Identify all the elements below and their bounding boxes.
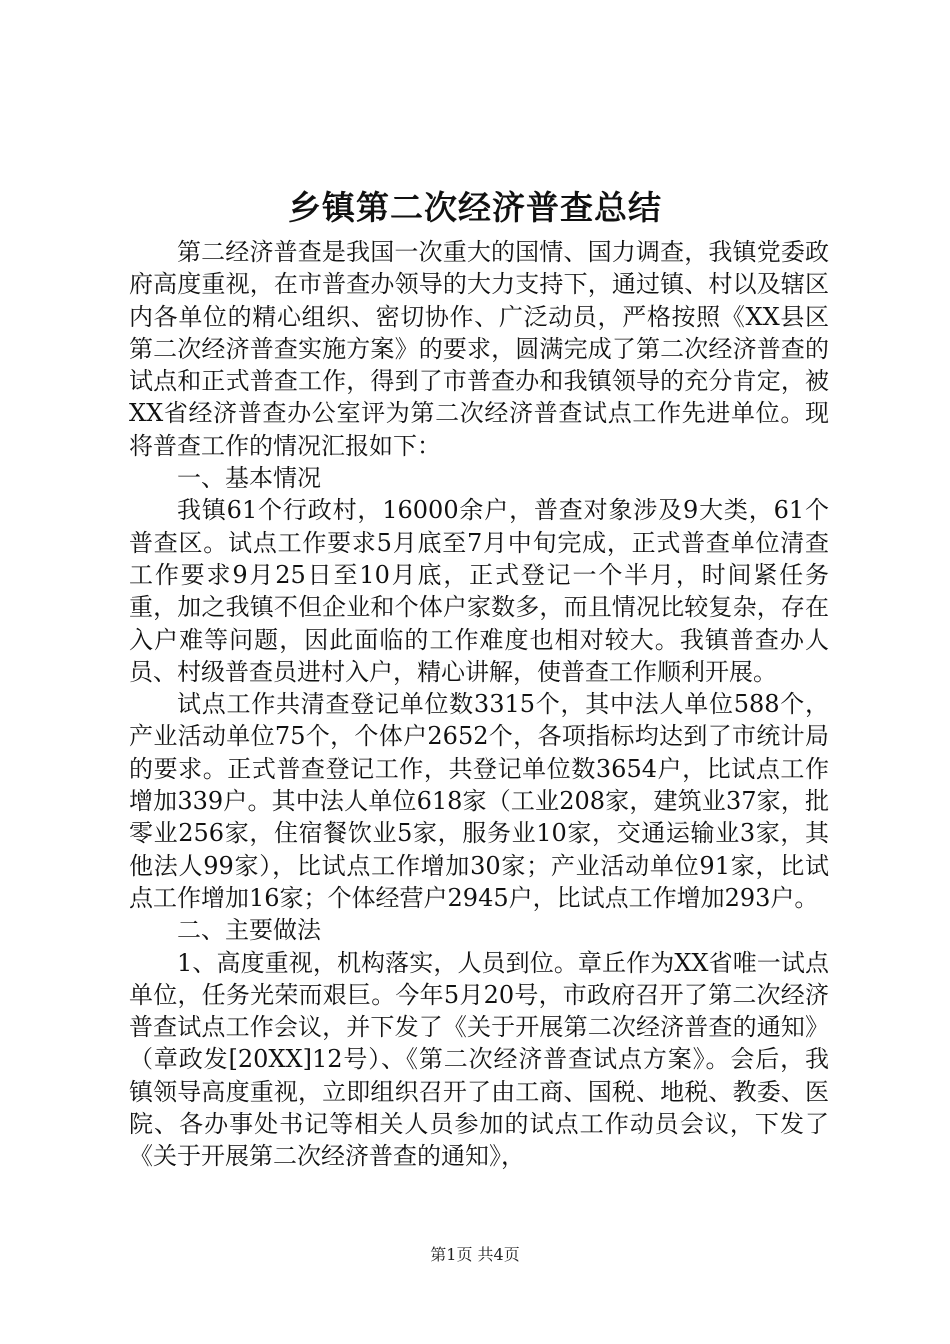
document-title: 乡镇第二次经济普查总结 (288, 188, 662, 227)
intro-paragraph: 第二经济普查是我国一次重大的国情、国力调查，我镇党委政府高度重视，在市普查办领导的大力支持下，通过镇、村以及辖区内各单位的精心组织、密切协作、广泛动员，严格按照《XX县区第二次经济普查实施方案》的要求，圆满完成了第二次经济普查的试点和正式普查工作，得到了市普查办和我镇领导的充分肯定，被XX省经济普查办公室评为第二次经济普查试点工作先进单位。现将普查工作的情况汇报如下： (129, 238, 829, 460)
basic-situation-paragraph: 我镇61个行政村，16000余户，普查对象涉及9大类，61个普查区。试点工作要求5月底至7月中旬完成，正式普查单位清查工作要求9月25日至10月底，正式登记一个半月，时间紧任务重，加之我镇不但企业和个体户家数多，而且情况比较复杂，存在入户难等问题，因此面临的工作难度也相对较大。我镇普查办人员、村级普查员进村入户，精心讲解，使普查工作顺利开展。 (129, 496, 829, 686)
main-practices-paragraph: 1、高度重视，机构落实，人员到位。章丘作为XX省唯一试点单位，任务光荣而艰巨。今年5月20号，市政府召开了第二次经济普查试点工作会议，并下发了《关于开展第二次经济普查的通知》（章政发[20XX]12号）、《第二次经济普查试点方案》。会后，我镇领导高度重视，立即组织召开了由工商、国税、地税、教委、医院、各办事处书记等相关人员参加的试点工作动员会议，下发了《关于开展第二次经济普查的通知》， (129, 948, 829, 1171)
section-heading-basic-situation: 一、基本情况 (177, 464, 321, 493)
section-heading-main-practices: 二、主要做法 (177, 916, 321, 945)
statistics-paragraph: 试点工作共清查登记单位数3315个，其中法人单位588个，产业活动单位75个，个体户2652个，各项指标均达到了市统计局的要求。正式普查登记工作，共登记单位数3654户，比试点工作增加339户。其中法人单位618家（工业208家，建筑业37家，批零业256家，住宿餐饮业5家，服务业10家，交通运输业3家，其他法人99家），比试点工作增加30家；产业活动单位91家，比试点工作增加16家；个体经营户2945户，比试点工作增加293户。 (129, 690, 829, 912)
page-footer: 第1页 共4页 (430, 1245, 520, 1264)
document-body (129, 236, 829, 1173)
